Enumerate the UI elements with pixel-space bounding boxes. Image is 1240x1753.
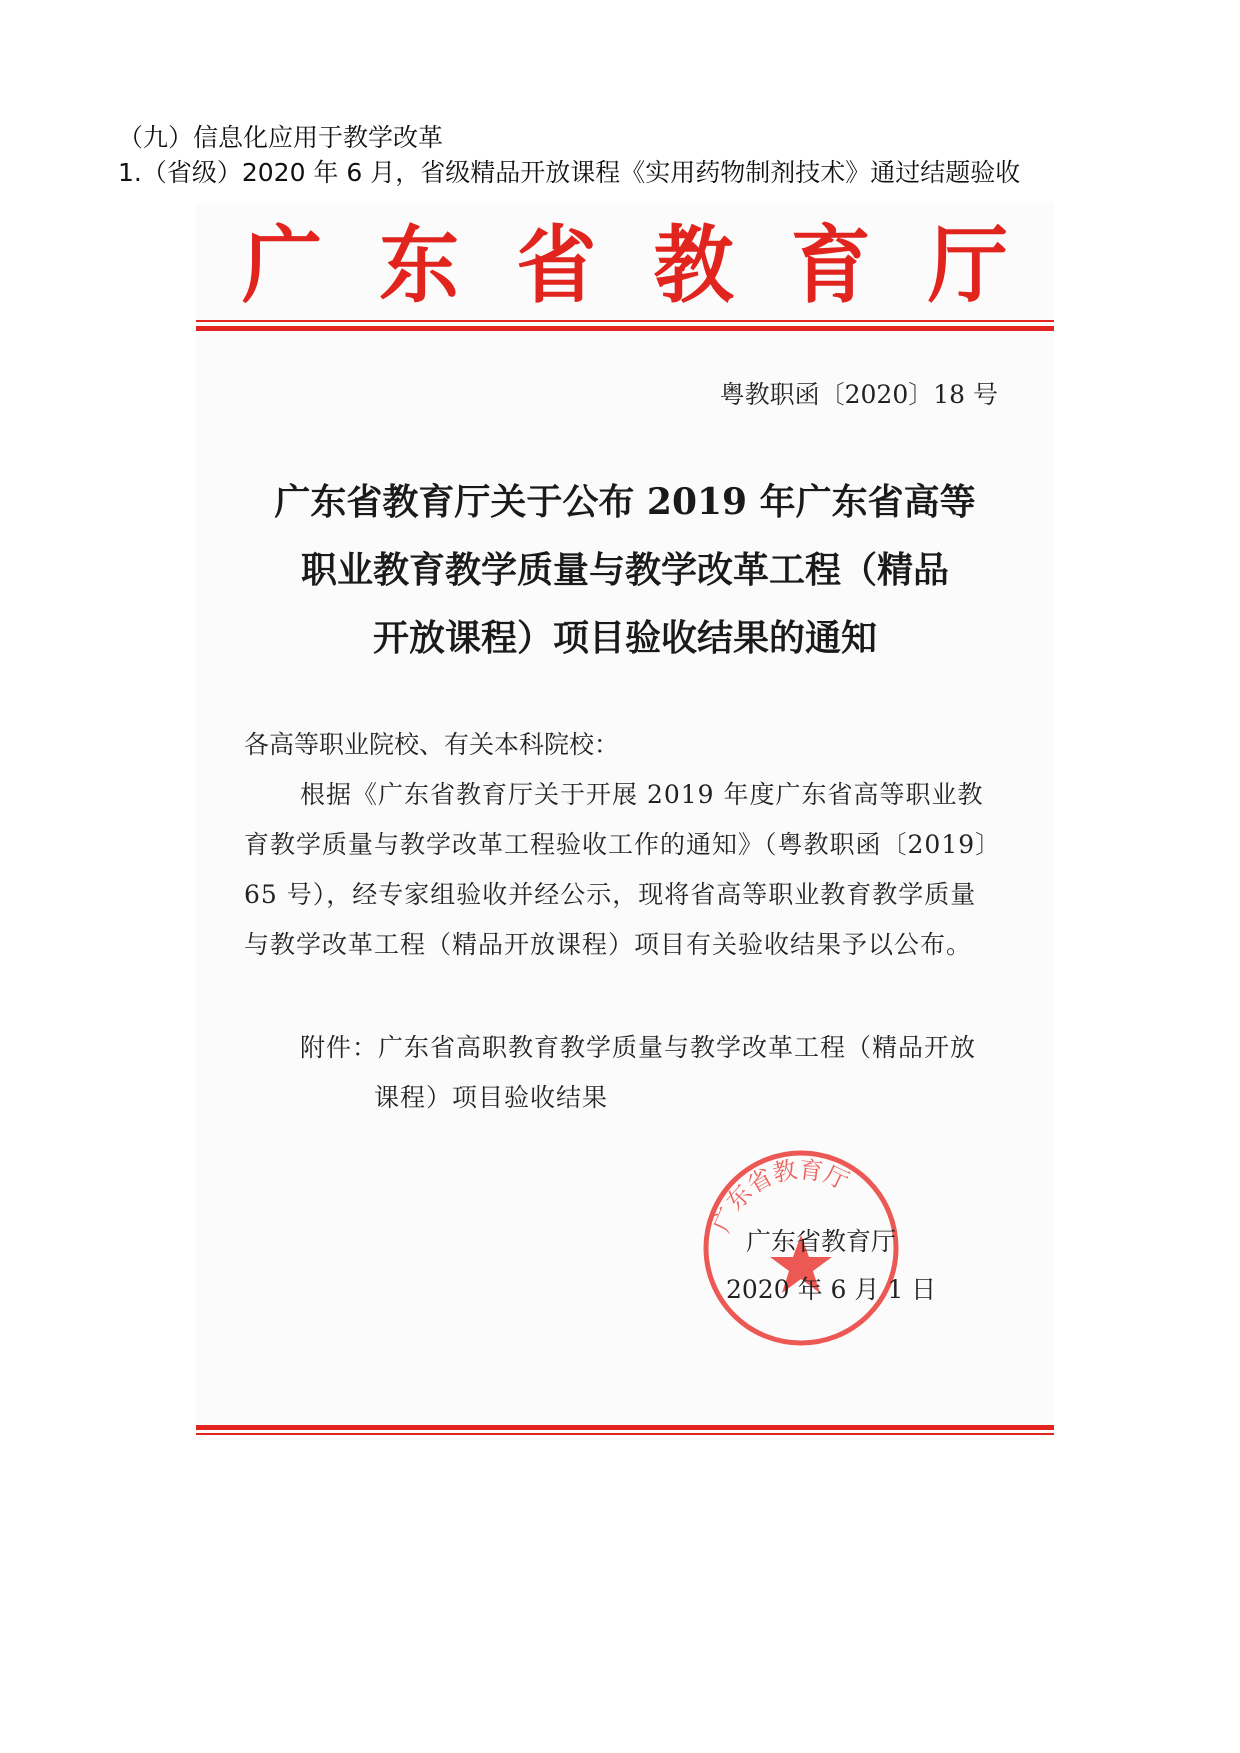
title-line: 开放课程）项目验收结果的通知 — [372, 617, 877, 659]
masthead-char: 厅 — [927, 215, 1008, 315]
masthead-char: 教 — [653, 215, 734, 315]
masthead-char: 省 — [516, 215, 597, 315]
title-line: 职业教育教学质量与教学改革工程（精品 — [300, 549, 949, 591]
attachment-line: 附件：广东省高职教育教学质量与教学改革工程（精品开放 — [300, 1033, 977, 1062]
body-line: 65 号），经专家组验收并经公示，现将省高等职业教育教学质量 — [244, 880, 977, 909]
body-line: 与教学改革工程（精品开放课程）项目有关验收结果予以公布。 — [244, 930, 973, 959]
signature-block — [726, 1218, 936, 1314]
red-divider — [196, 1425, 1054, 1430]
attachment-note — [244, 1023, 1034, 1123]
body-line: 根据《广东省教育厅关于开展 2019 年度广东省高等职业教 — [300, 780, 984, 809]
body-line: 育教学质量与教学改革工程验收工作的通知》（粤教职函〔2019〕 — [244, 830, 1002, 859]
red-divider — [196, 1433, 1054, 1435]
red-divider — [196, 320, 1054, 322]
signature-org: 广东省教育厅 — [746, 1227, 897, 1256]
masthead-char: 育 — [790, 215, 871, 315]
salutation: 各高等职业院校、有关本科院校： — [244, 730, 620, 759]
signature-date: 2020 年 6 月 1 日 — [726, 1275, 937, 1304]
section-heading: （九）信息化应用于教学改革 — [118, 123, 444, 152]
masthead-char: 广 — [242, 215, 322, 315]
red-divider — [196, 326, 1054, 331]
body-paragraph — [244, 770, 1034, 970]
seal-text: 广东省教育厅 — [707, 1155, 854, 1237]
item-heading: 1.（省级）2020 年 6 月，省级精品开放课程《实用药物制剂技术》通过结题验收 — [118, 158, 1021, 187]
masthead-char: 东 — [379, 215, 460, 315]
scanned-notice — [196, 203, 1054, 1435]
notice-title — [196, 468, 1054, 672]
document-number: 粤教职函〔2020〕18 号 — [719, 380, 998, 409]
attachment-line: 课程）项目验收结果 — [374, 1083, 609, 1112]
masthead — [196, 215, 1054, 315]
title-line: 广东省教育厅关于公布 2019 年广东省高等 — [274, 481, 976, 523]
